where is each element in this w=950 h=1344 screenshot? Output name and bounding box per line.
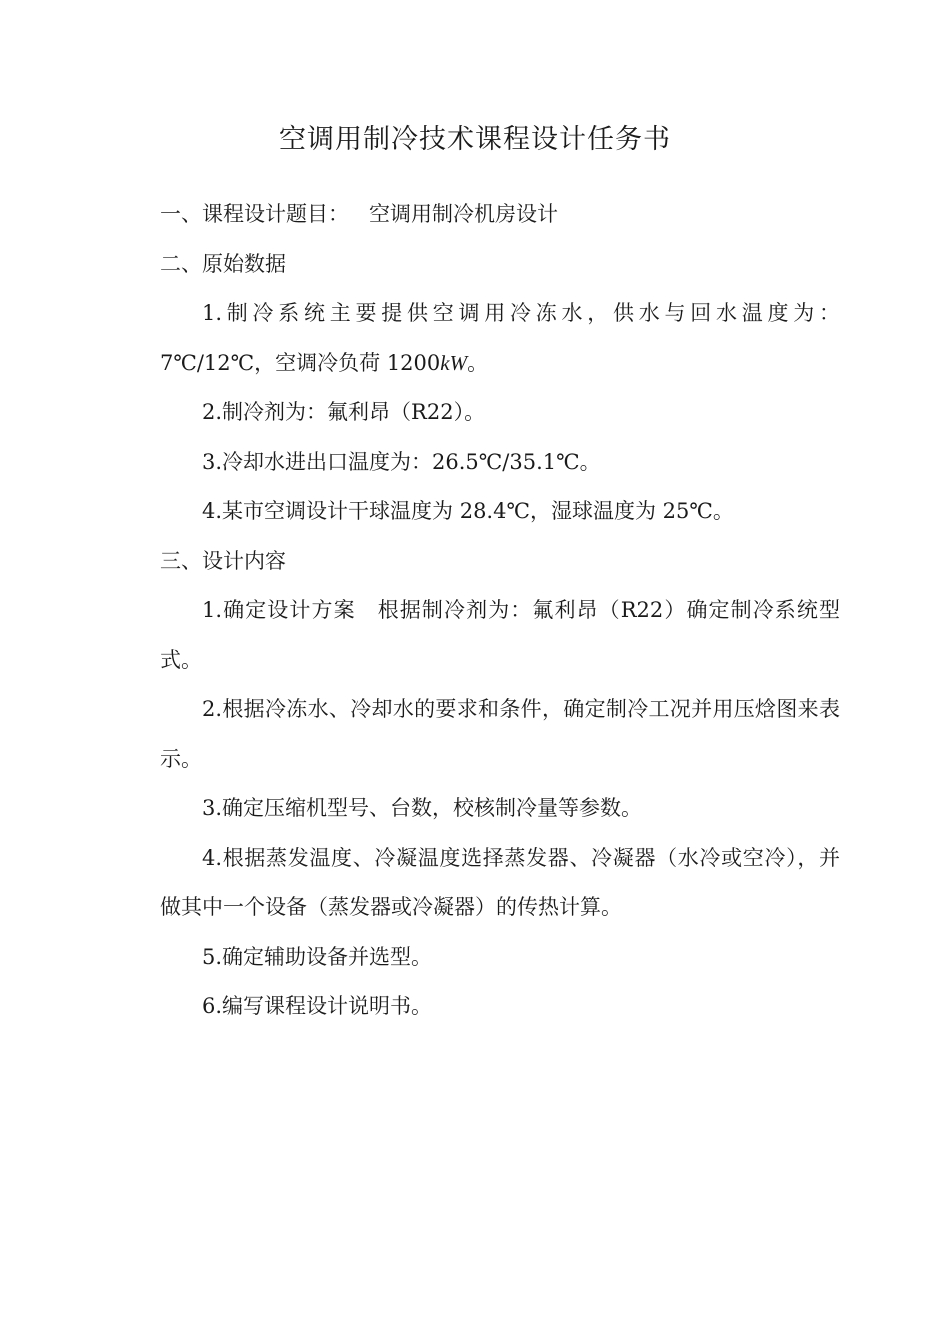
section-3-item-3: 3.确定压缩机型号、台数，校核制冷量等参数。 (202, 796, 643, 820)
section-1-line (160, 190, 840, 240)
section-3-heading: 三、设计内容 (160, 548, 286, 573)
document-title: 空调用制冷技术课程设计任务书 (279, 124, 671, 155)
document-body (160, 190, 840, 1032)
section-2-item-1-text: 1.制冷系统主要提供空调用冷冻水，供水与回水温度为：7℃/12℃，空调冷负荷 1200 (160, 301, 840, 375)
section-3-item-4: 4.根据蒸发温度、冷凝温度选择蒸发器、冷凝器（水冷或空冷），并做其中一个设备（蒸发器或冷凝器）的传热计算。 (160, 845, 840, 919)
section-1-value: 空调用制冷机房设计 (369, 202, 559, 226)
section-2-item-3: 3.冷却水进出口温度为：26.5℃/35.1℃。 (202, 449, 601, 474)
unit-kw: kW (440, 350, 468, 375)
section-1-heading: 一、课程设计题目： (160, 202, 349, 226)
section-2-heading: 二、原始数据 (160, 251, 286, 276)
section-3-item-2: 2.根据冷冻水、冷却水的要求和条件，确定制冷工况并用压焓图来表示。 (160, 697, 840, 771)
section-3-item-6: 6.编写课程设计说明书。 (202, 994, 433, 1018)
section-2-item-1-end: 。 (467, 350, 489, 375)
section-2-item-4: 4.某市空调设计干球温度为 28.4℃，湿球温度为 25℃。 (202, 499, 734, 523)
section-2-item-1 (160, 289, 840, 388)
section-3-item-5: 5.确定辅助设备并选型。 (202, 944, 433, 969)
section-2-item-2: 2.制冷剂为：氟利昂（R22）。 (202, 400, 486, 424)
section-3-item-1: 1.确定设计方案 根据制冷剂为：氟利昂（R22）确定制冷系统型式。 (160, 598, 840, 672)
